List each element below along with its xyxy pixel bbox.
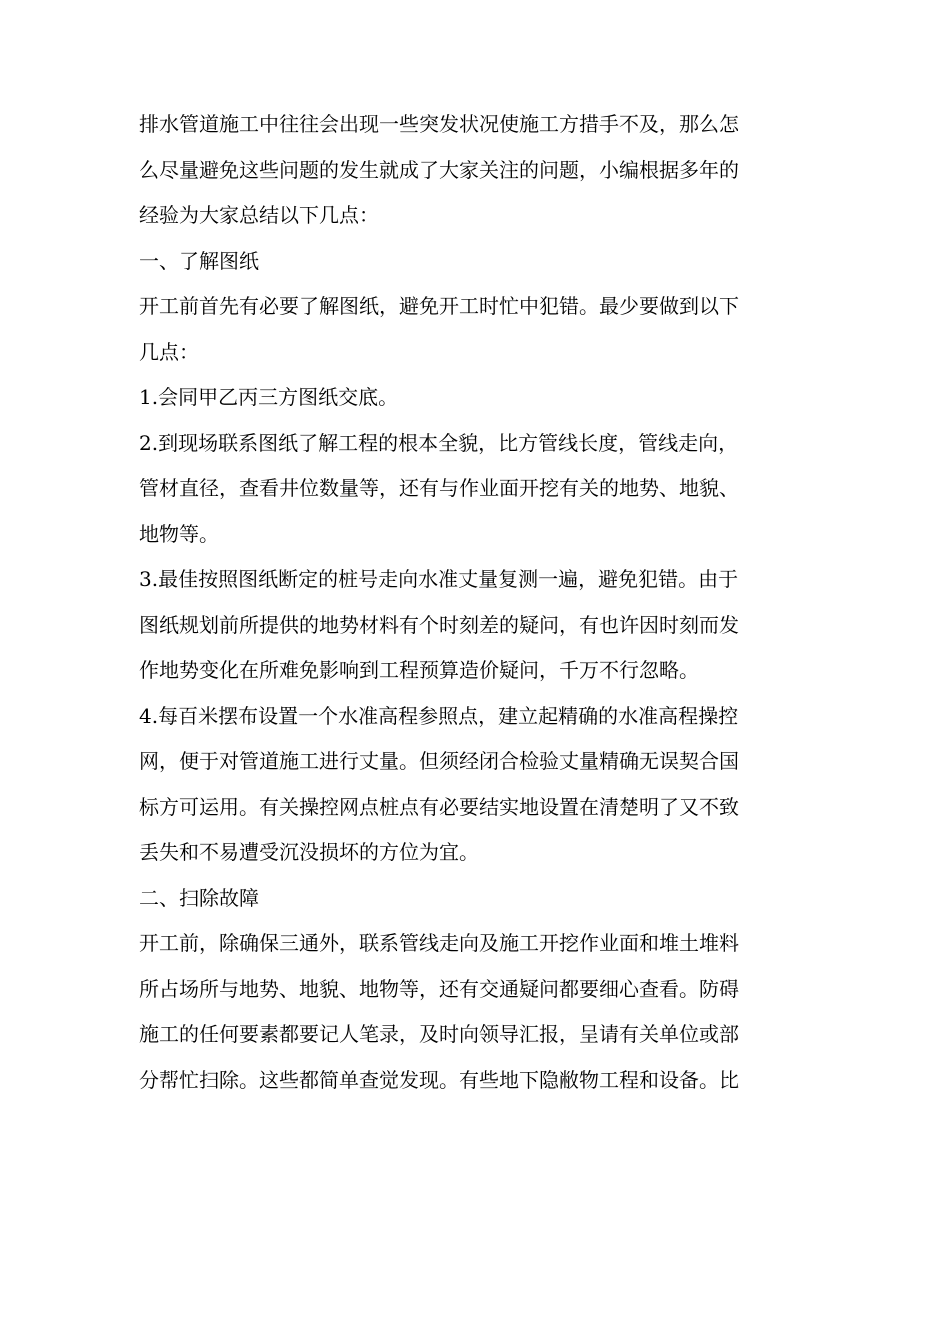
list-item-line: 4.每百米摆布设置一个水准高程参照点，建立起精确的水准高程操控 <box>139 703 739 728</box>
document-body <box>139 102 819 1103</box>
list-item-line: 丢失和不易遭受沉没损坏的方位为宜。 <box>139 840 479 864</box>
list-item-line: 作地势变化在所难免影响到工程预算造价疑问，千万不行忽略。 <box>139 658 699 682</box>
paragraph-line: 么尽量避免这些问题的发生就成了大家关注的问题，小编根据多年的 <box>139 157 739 182</box>
list-item-line: 标方可运用。有关操控网点桩点有必要结实地设置在清楚明了又不致 <box>139 794 739 819</box>
list-item-line: 网，便于对管道施工进行丈量。但须经闭合检验丈量精确无误契合国 <box>139 749 739 773</box>
list-item-line: 1.会同甲乙丙三方图纸交底。 <box>139 385 399 409</box>
section-heading: 一、了解图纸 <box>139 248 259 273</box>
list-item-line: 管材直径，查看井位数量等，还有与作业面开挖有关的地势、地貌、 <box>139 476 739 500</box>
paragraph-line: 开工前首先有必要了解图纸，避免开工时忙中犯错。最少要做到以下 <box>139 294 739 318</box>
paragraph-line: 所占场所与地势、地貌、地物等，还有交通疑问都要细心查看。防碍 <box>139 976 739 1001</box>
paragraph-line: 经验为大家总结以下几点： <box>139 203 379 227</box>
list-item-line: 地物等。 <box>139 521 219 546</box>
section-heading: 二、扫除故障 <box>139 885 259 910</box>
paragraph-line: 施工的任何要素都要记人笔录，及时向领导汇报，呈请有关单位或部 <box>139 1022 739 1046</box>
list-item-line: 3.最佳按照图纸断定的桩号走向水准丈量复测一遍，避免犯错。由于 <box>139 567 739 591</box>
paragraph-line: 开工前，除确保三通外，联系管线走向及施工开挖作业面和堆土堆料 <box>139 931 739 955</box>
list-item-line: 图纸规划前所提供的地势材料有个时刻差的疑问，有也许因时刻而发 <box>139 612 739 637</box>
paragraph-line: 分帮忙扫除。这些都简单查觉发现。有些地下隐敝物工程和设备。比 <box>139 1067 739 1092</box>
list-item-line: 2.到现场联系图纸了解工程的根本全貌，比方管线长度，管线走向， <box>139 430 739 455</box>
paragraph-line: 排水管道施工中往往会出现一些突发状况使施工方措手不及，那么怎 <box>139 112 739 136</box>
paragraph-line: 几点： <box>139 339 199 364</box>
